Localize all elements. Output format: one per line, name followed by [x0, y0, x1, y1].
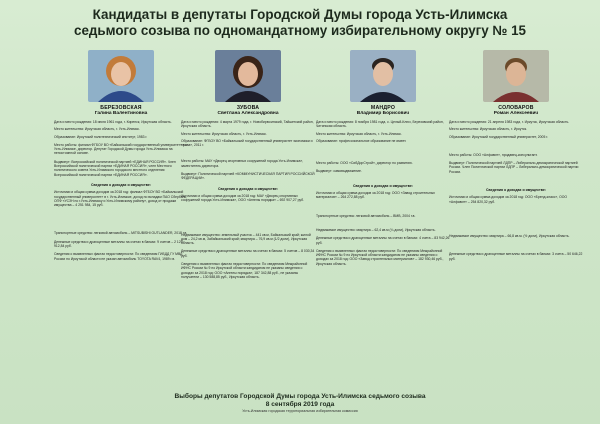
residence-info: Место жительства: Иркутская область, г. Усть-Илимск. — [316, 131, 402, 136]
birth-info: Дата и место рождения: 21 апреля 1983 года, г. Иркутск, Иркутская область. — [449, 120, 570, 124]
income-info: Источники и общая сумма доходов за 2018 год: ООО «Завод строительных материалов» – 264 272,88 руб. — [316, 191, 435, 200]
work-info: Место работы: филиал ФГБОУ ВО «Байкальский государственный университет» в г. Усть-Илимске, директор. Депутат Городской Думы города Усть-Илимска на непостоянной основе. — [54, 142, 188, 156]
candidate-card-mandro — [316, 50, 450, 380]
candidate-photo — [350, 50, 416, 102]
footer — [0, 393, 600, 414]
candidate-card-solovarov — [449, 50, 583, 380]
footer-election-date: 8 сентября 2019 года — [265, 401, 335, 408]
footer-election-title: Выборы депутатов Городской Думы города Усть-Илимска седьмого созыва — [174, 393, 426, 400]
work-info: Место работы: ООО «СибДорСтрой», директор по развитию. — [316, 161, 413, 166]
residence-info: Место жительства: Иркутская область, г. Иркутск. — [449, 127, 528, 132]
candidate-card-zubova — [181, 50, 315, 380]
education-info: Образование: профессиональное образование не имеет. — [316, 138, 407, 143]
candidate-name: СОЛОВАРОВ Роман Алексеевич — [493, 105, 539, 116]
candidate-photo — [483, 50, 549, 102]
portrait-image — [88, 50, 154, 102]
residence-info: Место жительства: Иркутская область, г. Усть-Илимск. — [181, 131, 267, 136]
residence-info: Место жительства: Иркутская область, г. Усть-Илимск. — [54, 127, 140, 132]
nomination-info: Выдвинут: Политической партией ЛДПР – Либерально-демократической партией России. Член Политической партии ЛДПР – Либерально-демократической партии России. — [449, 161, 579, 174]
page-title — [0, 7, 600, 39]
deposits-info: Денежные средства и драгоценные металлы на счетах в банках: 5 счетов – 8 030,34 руб. — [181, 249, 315, 258]
candidate-photo — [215, 50, 281, 102]
income-info: Источники и общая сумма доходов за 2018 год: филиал ФГБОУ ВО «Байкальский государственный университет» в г. Усть-Илимске, доход по вкладам ПАО Сбербанк, ОПФ «УСЗН по г.Усть-Илимску и Усть-Илимскому району», доход от продажи имущества – 4 251 984, 15 руб. — [54, 190, 187, 208]
birth-info: Дата и место рождения: 18 июля 1961 года, г. Киренск, Иркутская область. — [54, 120, 172, 124]
income-section-title: Сведения о доходах и имуществе: — [91, 182, 151, 187]
portrait-image — [215, 50, 281, 102]
education-info: Образование: ФГБОУ ВО «Байкальский государственный университет экономики и права», 2011 г. — [181, 138, 313, 148]
title-line-1: Кандидаты в депутаты Городской Думы города Усть-Илимска — [92, 7, 508, 22]
candidate-photo — [88, 50, 154, 102]
property-info: Недвижимое имущество: земельный участок – 441 кв.м, Байкальский край; жилой дом – 24,2 кв.м, Забайкальский край; квартира – 76,9 кв.м (1/2 доли), Иркутская область. — [181, 232, 311, 246]
nomination-info: Выдвинут: Политической партией «КОММУНИСТИЧЕСКАЯ ПАРТИЯ РОССИЙСКОЙ ФЕДЕРАЦИИ». — [181, 172, 315, 181]
facts-info: Сведения о выявленных фактах недостоверности: По сведениям ГИБДД ГУ МВД России по Иркутской области не указан автомобиль TOYOTA RAV4, 1989 г.в. — [54, 252, 183, 261]
income-section-title: Сведения о доходах и имуществе: — [486, 188, 546, 193]
candidate-card-berezovskaya — [54, 50, 188, 380]
candidate-name: МАНДРО Владимир Борисович — [356, 105, 410, 116]
birth-info: Дата и место рождения: 4 марта 1979 года, г. Новобирюсинский, Тайшетский район, Иркутская область. — [181, 120, 314, 129]
income-section-title: Сведения о доходах и имуществе: — [353, 183, 413, 188]
portrait-image — [483, 50, 549, 102]
nomination-info: Выдвинут: самовыдвижение. — [316, 169, 362, 174]
transport-info: Транспортные средства: легковой автомобиль – ВМВ, 2004 г.в. — [316, 213, 416, 218]
nomination-info: Выдвинут: Всероссийской политической партией «ЕДИНАЯ РОССИЯ». Член Всероссийской политической партии «ЕДИНАЯ РОССИЯ», член Местного политического совета Усть-Илимского городского местного отделения Всероссийской политической партии «ЕДИНАЯ РОССИЯ». — [54, 159, 176, 177]
work-info: Место работы: ООО «Алфавит», продавец-консультант. — [449, 152, 538, 157]
facts-info: Сведения о выявленных фактах недостоверности: По сведениям Межрайонной ИФНС России № 9 по Иркутской области кандидатом не указаны сведения о доходах за 2018 год: ООО «Завод строительных материалов» – 182 930,46 руб., Иркутская область. — [316, 248, 444, 266]
deposits-info: Денежные средства и драгоценные металлы на счетах в банках: 9 счетов – 2 129 912,84 руб. — [54, 239, 183, 249]
facts-info: Сведения о выявленных фактах недостоверности: По сведениям Межрайонной ИФНС России № 9 по Иркутской области кандидатом не указаны сведения о доходах за 2018 год: ООО «Ангелы порядка», 187 342,88 руб., не указаны получатели – 130 588,85 руб., Иркутская область. — [181, 262, 308, 279]
education-info: Образование: Иркутский государственный университет, 2005 г. — [449, 134, 549, 139]
property-info: Недвижимое имущество: квартира – 66,8 кв.м. (½ доли), Иркутская область. — [449, 233, 570, 238]
deposits-info: Денежные средства и драгоценные металлы на счетах в банках: 3 счета – 50 646,22 руб. — [449, 252, 583, 261]
birth-info: Дата и место рождения: 8 ноября 1981 года, с. Целый-Ключ, Березовский район, Читинская область. — [316, 120, 444, 129]
income-section-title: Сведения о доходах и имуществе: — [218, 186, 278, 191]
candidate-name: ЗУБОВА Светлана Александровна — [217, 105, 279, 116]
transport-info: Транспортные средства: легковой автомобиль – MITSUBISHI OUTLANDER, 2018 г.в. — [54, 231, 188, 236]
income-info: Источники и общая сумма доходов за 2018 год: МАУ «Дворец спортивных сооружений города Усть-Илимска», ООО «Ангелы порядка» – 692 907,27 руб. — [181, 193, 305, 203]
footer-commission: Усть-Илимская городская территориальная избирательная комиссия — [242, 409, 358, 413]
deposits-info: Денежные средства и драгоценные металлы на счетах в банках: 4 счета – 83 942,26 руб. — [316, 236, 450, 245]
candidate-name: БЕРЕЗОВСКАЯ Галина Валентиновна — [94, 105, 148, 116]
title-line-2: седьмого созыва по одномандатному избирательному округу № 15 — [74, 23, 526, 38]
education-info: Образование: Иркутский политехнический институт, 1983 г. — [54, 134, 148, 139]
property-info: Недвижимое имущество: квартира – 62,4 кв.м (¼ доли), Иркутская область. — [316, 227, 436, 232]
portrait-image — [350, 50, 416, 102]
income-info: Источники и общая сумма доходов за 2018 год: ООО «Бренд-класс», ООО «Алфавит» – 254 820,32 руб. — [449, 195, 568, 204]
work-info: Место работы: МАУ «Дворец спортивных сооружений города Усть-Илимска», заместитель директора. — [181, 159, 304, 168]
